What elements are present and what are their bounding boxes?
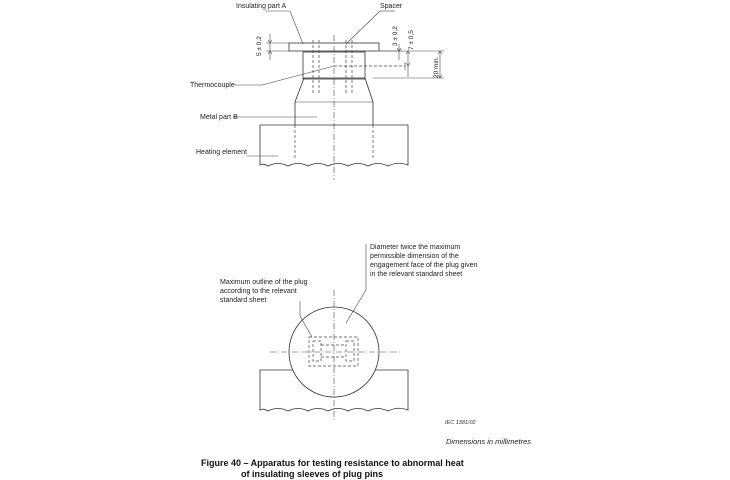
diameter-note <box>370 244 478 278</box>
insulating-part-a-label: Insulating part A <box>236 3 287 10</box>
heating-element-label: Heating element <box>196 149 247 156</box>
thermocouple-label: Thermocouple <box>190 82 235 89</box>
spacer-label: Spacer <box>380 3 403 10</box>
side-elevation-drawing <box>260 35 408 180</box>
units-note: Dimensions in millimetres <box>446 437 532 446</box>
diameter-note-line-4: in the relevant standard sheet <box>370 271 463 278</box>
dimension-3 <box>379 26 402 60</box>
dimension-20 <box>373 51 444 78</box>
outline-note-line-3: standard sheet <box>220 297 267 304</box>
plan-view-drawing <box>260 290 408 420</box>
diameter-note-line-1: Diameter twice the maximum <box>370 244 461 251</box>
dim-3-text: 3 ± 0,2 <box>392 26 399 46</box>
dim-20-text: 20 min. <box>433 56 440 78</box>
figure-caption-line-1: Figure 40 – Apparatus for testing resistance to abnormal heat <box>201 458 464 468</box>
iec-reference: IEC 1381/02 <box>445 420 476 426</box>
outline-note-line-1: Maximum outline of the plug <box>220 279 308 286</box>
dim-7-text: 7 ± 0,5 <box>408 30 415 50</box>
diameter-note-line-2: permissible dimension of the <box>370 253 459 260</box>
dimension-7 <box>406 30 415 77</box>
outline-note <box>220 279 308 304</box>
dimension-5 <box>256 34 289 60</box>
diameter-note-line-3: engagement face of the plug given <box>370 262 478 269</box>
outline-note-line-2: according to the relevant <box>220 288 297 295</box>
figure-caption-line-2: of insulating sleeves of plug pins <box>241 469 384 479</box>
metal-part-b-label: Metal part B <box>200 114 238 121</box>
top-view-leaders <box>233 11 395 156</box>
dim-5-text: 5 ± 0,2 <box>256 36 263 56</box>
